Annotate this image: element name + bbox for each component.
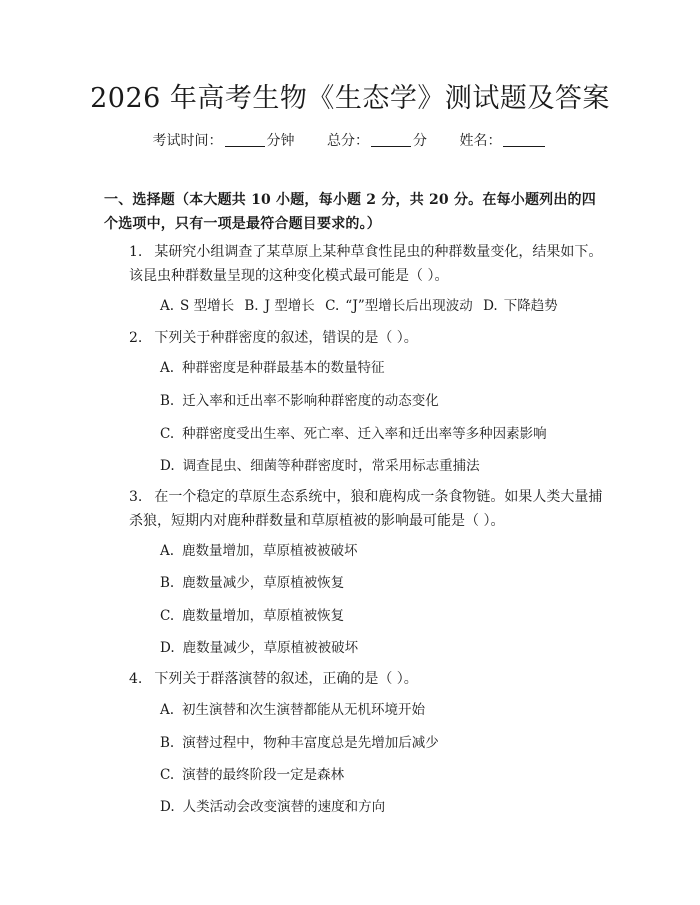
option-letter: C. <box>160 608 175 624</box>
question-stem <box>104 667 604 691</box>
option-text: 迁入率和迁出率不影响种群密度的动态变化 <box>182 393 439 409</box>
score-field <box>327 133 431 149</box>
option-b <box>160 573 344 593</box>
option-text: J 型增长 <box>264 298 315 314</box>
name-field <box>459 133 547 149</box>
question-text: 某研究小组调查了某草原上某种草食性昆虫的种群数量变化，结果如下。该昆虫种群数量呈现的这种变化模式最可能是（ ）。 <box>129 244 603 284</box>
option-letter: C. <box>325 298 340 314</box>
section-heading: 一、选择题（本大题共 10 小题，每小题 2 分，共 20 分。在每小题列出的四个选项中，只有一项是最符合题目要求的。） <box>104 192 596 232</box>
option-text: 演替过程中，物种丰富度总是先增加后减少 <box>182 735 439 751</box>
option-letter: C. <box>160 767 175 783</box>
option-text: S 型增长 <box>180 298 235 314</box>
page-title: 2026 年高考生物《生态学》测试题及答案 <box>90 83 610 114</box>
question-text: 在一个稳定的草原生态系统中，狼和鹿构成一条食物链。如果人类大量捕杀狼，短期内对鹿种群数量和草原植被的影响最可能是（ ）。 <box>129 489 603 529</box>
option-letter: A. <box>160 702 175 718</box>
option-text: 鹿数量减少，草原植被恢复 <box>182 575 345 591</box>
score-blank <box>371 132 411 147</box>
question-text: 下列关于群落演替的叙述，正确的是（ ）。 <box>154 671 418 687</box>
question-stem <box>104 240 604 288</box>
score-label: 总分： <box>327 133 369 149</box>
option-text: 调查昆虫、细菌等种群密度时，常采用标志重捕法 <box>182 458 480 474</box>
option-text: 初生演替和次生演替都能从无机环境开始 <box>182 702 426 718</box>
option-letter: B. <box>244 298 259 314</box>
question-number: 3. <box>129 489 143 505</box>
name-label: 姓名： <box>459 133 502 149</box>
score-unit: 分 <box>413 133 427 149</box>
time-label: 考试时间： <box>152 133 223 149</box>
option-text: 种群密度是种群最基本的数量特征 <box>182 360 385 376</box>
option-letter: C. <box>160 426 175 442</box>
question-stem <box>104 326 604 350</box>
option-text: 鹿数量增加，草原植被恢复 <box>182 608 345 624</box>
question-number: 2. <box>129 330 143 346</box>
option-letter: D. <box>160 799 175 815</box>
option-text: 鹿数量增加，草原植被被破坏 <box>182 543 358 559</box>
option-letter: B. <box>160 735 175 751</box>
option-letter: D. <box>160 640 175 656</box>
time-blank <box>225 132 265 147</box>
time-field <box>153 133 299 149</box>
option-a <box>160 358 385 378</box>
option-d <box>160 456 480 476</box>
option-letter: D. <box>483 298 498 314</box>
question-1-options <box>160 296 558 316</box>
option-letter: A. <box>160 360 175 376</box>
question-3 <box>104 485 604 533</box>
option-c <box>160 424 547 444</box>
option-letter: A. <box>160 298 175 314</box>
option-letter: A. <box>160 543 175 559</box>
option-a <box>160 541 358 561</box>
option-letter: D. <box>160 458 175 474</box>
option-d <box>160 797 385 817</box>
time-unit: 分钟 <box>266 133 295 149</box>
option-text: 下降趋势 <box>503 298 558 314</box>
option-b <box>160 733 439 753</box>
option-d <box>160 638 358 658</box>
option-c <box>160 765 344 785</box>
option-text: 演替的最终阶段一定是森林 <box>182 767 345 783</box>
question-number: 4. <box>129 671 143 687</box>
question-1 <box>104 240 604 288</box>
option-text: 鹿数量减少，草原植被被破坏 <box>182 640 359 656</box>
option-text: 种群密度受出生率、死亡率、迁入率和迁出率等多种因素影响 <box>182 426 547 442</box>
option-b <box>160 391 439 411</box>
question-4 <box>104 667 604 691</box>
question-2 <box>104 326 604 350</box>
question-text: 下列关于种群密度的叙述，错误的是（ ）。 <box>154 330 418 346</box>
question-number: 1. <box>129 244 143 260</box>
option-text: 人类活动会改变演替的速度和方向 <box>182 799 386 815</box>
name-blank <box>503 132 545 147</box>
option-a <box>160 700 425 720</box>
option-text: “J”型增长后出现波动 <box>345 298 473 314</box>
exam-info-line <box>0 131 700 151</box>
question-stem <box>104 485 604 533</box>
option-c <box>160 606 344 626</box>
option-letter: B. <box>160 393 175 409</box>
option-letter: B. <box>160 575 175 591</box>
